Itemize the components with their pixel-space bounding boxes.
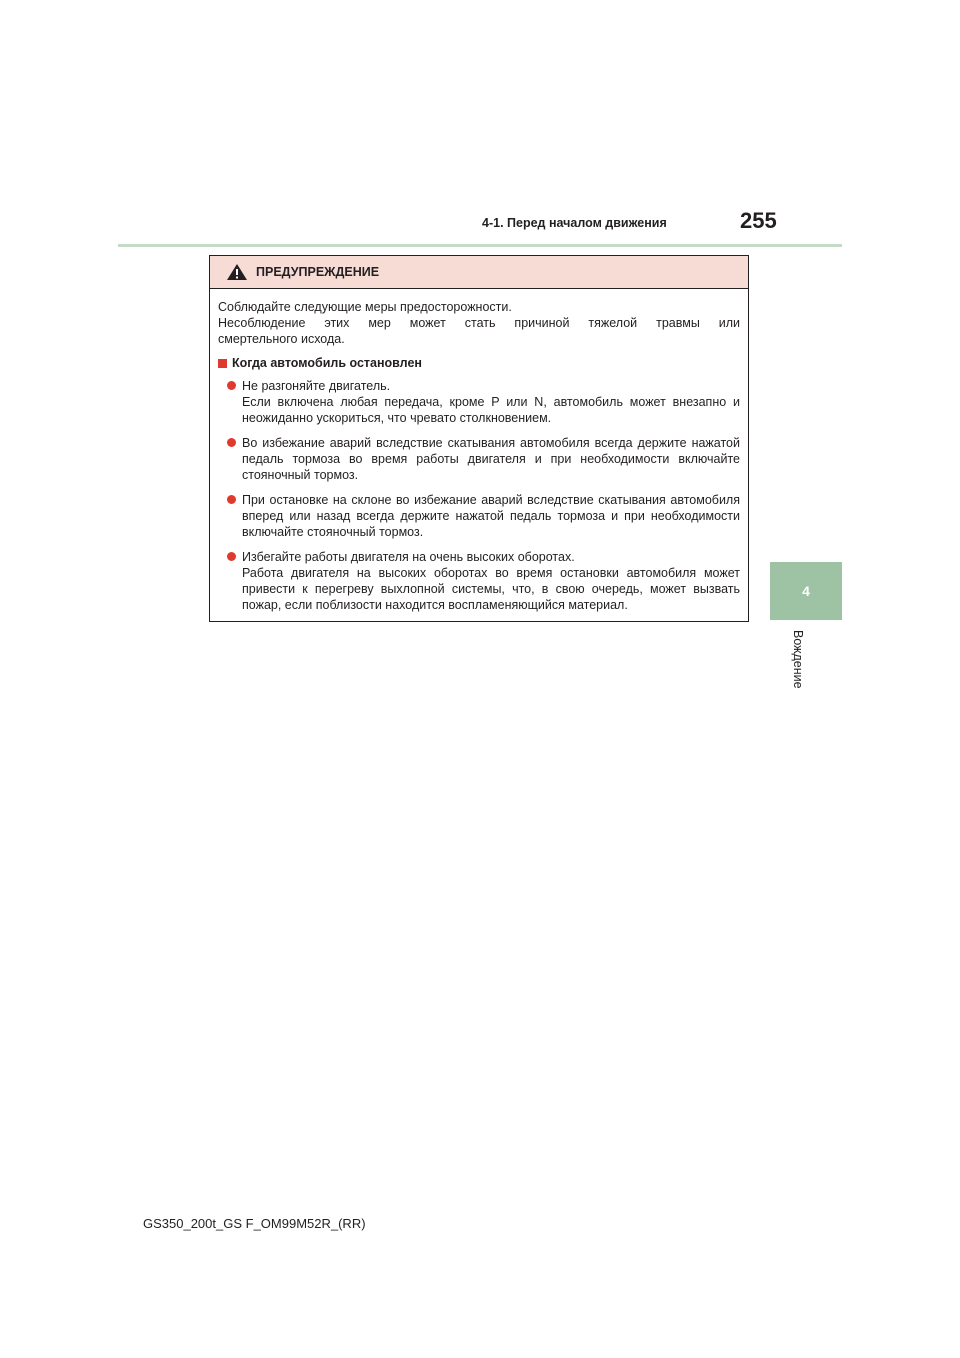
warning-item-text: Избегайте работы двигателя на очень высоких оборотах. [242,550,575,564]
warning-title: ПРЕДУПРЕЖДЕНИЕ [256,265,380,279]
warning-intro-line: смертельного исхода. [218,332,345,346]
warning-item [218,549,740,613]
warning-intro-line: Соблюдайте следующие меры предосторожности. [218,300,512,314]
warning-item-text: Не разгоняйте двигатель. [242,379,391,393]
warning-item-detail: Если включена любая передача, кроме P или N, автомобиль может внезапно и неожиданно ускориться, что чревато столкновением. [242,395,740,425]
warning-subheading-text: Когда автомобиль остановлен [232,356,422,370]
warning-item-text: При остановке на склоне во избежание аварий вследствие скатывания автомобиля вперед или назад всегда держите нажатой педаль тормоза и при необходимости включайте стояночный тормоз. [242,493,740,539]
header-divider [118,244,842,247]
warning-item [218,492,740,540]
page-number: 255 [740,208,777,233]
section-title: 4-1. Перед началом движения [482,216,667,230]
document-code: GS350_200t_GS F_OM99M52R_(RR) [143,1216,366,1231]
warning-item-text: Во избежание аварий вследствие скатывания автомобиля всегда держите нажатой педаль тормоза во время работы двигателя и при необходимости включайте стояночный тормоз. [242,436,740,482]
square-bullet-icon [218,359,227,368]
warning-header [210,256,748,289]
bullet-dot-icon [227,495,236,504]
bullet-dot-icon [227,381,236,390]
bullet-dot-icon [227,438,236,447]
warning-item-list [218,378,740,613]
warning-subheading [218,355,740,371]
chapter-tab-label: Вождение [791,630,805,689]
warning-intro-line: Несоблюдение этих мер может стать причиной тяжелой травмы или [218,316,740,330]
warning-triangle-icon [226,263,248,281]
warning-item [218,435,740,483]
chapter-tab [770,562,842,620]
chapter-tab-number: 4 [802,583,810,599]
warning-item [218,378,740,426]
warning-body [210,289,748,613]
warning-item-detail: Работа двигателя на высоких оборотах во время остановки автомобиля может привести к перегреву выхлопной системы, что, в свою очередь, может вызвать пожар, если поблизости находится воспламеняющийся материал. [242,566,740,612]
bullet-dot-icon [227,552,236,561]
warning-box [209,255,749,622]
